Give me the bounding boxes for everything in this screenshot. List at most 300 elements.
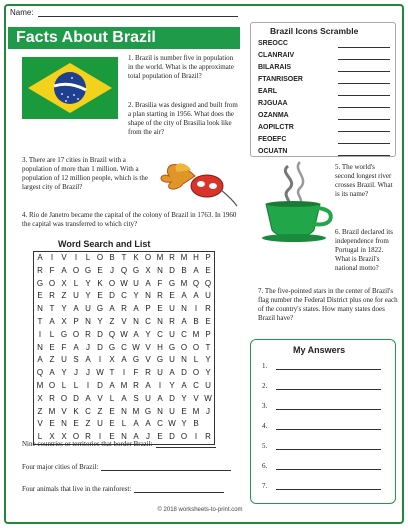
word-search-cell[interactable]: A	[133, 329, 139, 339]
list-question-label: Four animals that live in the rainforest:	[22, 485, 132, 493]
word-search-cell[interactable]: F	[61, 342, 67, 352]
word-search-cell[interactable]: I	[74, 253, 78, 262]
word-search-cell[interactable]: V	[121, 316, 127, 326]
word-search-cell[interactable]: U	[205, 380, 211, 390]
word-search-cell[interactable]: J	[206, 406, 210, 416]
word-search-cell[interactable]: I	[86, 380, 90, 390]
word-search-cell[interactable]: B	[109, 253, 115, 262]
scramble-blank[interactable]	[338, 131, 390, 132]
word-search-cell[interactable]: N	[61, 419, 67, 429]
word-search-cell[interactable]: T	[49, 304, 55, 314]
word-search-row	[34, 252, 214, 265]
word-search-cell[interactable]: O	[72, 265, 80, 275]
word-search-cell[interactable]: R	[49, 393, 55, 403]
fact-3: 3. There are 17 cities in Brazil with a population of more than 1 million. With a population of 12 million people, which is the largest city of Brazil?	[22, 156, 148, 191]
word-search-row	[34, 406, 214, 419]
word-search-cell[interactable]: N	[181, 355, 187, 365]
word-search-cell[interactable]: I	[194, 304, 198, 314]
word-search-cell[interactable]: A	[133, 304, 139, 314]
scramble-word: FTANRISOER	[258, 76, 303, 83]
word-search-row	[34, 418, 214, 431]
answers-panel	[250, 339, 396, 504]
word-search-cell[interactable]: R	[49, 291, 55, 301]
word-search-cell[interactable]: A	[157, 393, 163, 403]
word-search-cell[interactable]: D	[169, 265, 175, 275]
word-search-cell[interactable]: G	[168, 278, 176, 288]
word-search-cell[interactable]: P	[205, 253, 211, 262]
word-search-cell[interactable]: W	[204, 393, 212, 403]
scramble-title: Brazil Icons Scramble	[270, 26, 359, 36]
word-search-cell[interactable]: E	[157, 432, 163, 442]
word-search-cell[interactable]: E	[73, 419, 79, 429]
word-search-cell[interactable]: Y	[169, 380, 175, 390]
scramble-word: SREOCC	[258, 40, 288, 47]
word-search-cell[interactable]: W	[120, 329, 128, 339]
word-search-row	[34, 290, 214, 303]
word-search-cell[interactable]: B	[193, 316, 199, 326]
scramble-word: AOPILCTR	[258, 124, 294, 131]
fact-5: 5. The world's second longest river crosses Brazil. What is its name?	[335, 163, 393, 198]
word-search-cell[interactable]: Q	[204, 278, 212, 288]
word-search-row	[34, 367, 214, 380]
word-search-cell[interactable]: G	[156, 355, 164, 365]
word-search-cell[interactable]: N	[133, 316, 139, 326]
scramble-word: BILARAIS	[258, 64, 292, 71]
word-search-cell[interactable]: I	[38, 329, 42, 339]
word-search-cell[interactable]: P	[205, 329, 211, 339]
word-search-cell[interactable]: L	[73, 380, 79, 390]
word-search-cell[interactable]: U	[169, 406, 175, 416]
word-search-cell[interactable]: Y	[85, 291, 91, 301]
word-search-cell[interactable]: E	[169, 291, 175, 301]
answer-blank[interactable]	[276, 369, 381, 370]
word-search-cell[interactable]: U	[85, 304, 91, 314]
scramble-word: EARL	[258, 88, 278, 95]
word-search-cell[interactable]: I	[98, 355, 102, 365]
word-search-cell[interactable]: U	[73, 291, 79, 301]
word-search-cell[interactable]: M	[192, 406, 200, 416]
name-label: Name:	[10, 8, 34, 17]
word-search-cell[interactable]: M	[48, 406, 56, 416]
word-search-cell[interactable]: R	[121, 304, 127, 314]
fact-7: 7. The five-pointed stars in the center of Brazil's flag number the Federal District plus one for each of the country's states. How many states does Brazil have?	[258, 287, 398, 322]
word-search-cell[interactable]: D	[169, 432, 175, 442]
answer-blank[interactable]	[156, 441, 216, 448]
word-search-cell[interactable]: C	[181, 329, 187, 339]
word-search-cell[interactable]: V	[97, 393, 103, 403]
word-search-cell[interactable]: Y	[181, 419, 187, 429]
word-search-cell[interactable]: T	[37, 316, 43, 326]
word-search-cell[interactable]: V	[61, 406, 67, 416]
word-search-cell[interactable]: Y	[61, 304, 67, 314]
word-search-cell[interactable]: V	[145, 342, 151, 352]
word-search-cell[interactable]: V	[193, 393, 199, 403]
word-search-cell[interactable]: I	[194, 432, 198, 442]
answer-blank[interactable]	[134, 486, 224, 493]
word-search-cell[interactable]: K	[73, 406, 79, 416]
word-search-cell[interactable]: U	[157, 368, 163, 378]
answers-title: My Answers	[293, 345, 346, 355]
scramble-word: FEOEFC	[258, 136, 287, 143]
word-search-cell[interactable]: A	[145, 278, 151, 288]
word-search-grid[interactable]	[33, 251, 215, 445]
word-search-cell[interactable]: G	[36, 278, 44, 288]
word-search-cell[interactable]: S	[133, 393, 139, 403]
word-search-row	[34, 265, 214, 278]
word-search-cell[interactable]: R	[169, 253, 175, 262]
word-search-cell[interactable]: A	[121, 355, 127, 365]
word-search-cell[interactable]: J	[74, 368, 78, 378]
coffee-cup-image	[258, 160, 336, 242]
scramble-blank[interactable]	[338, 95, 390, 96]
word-search-cell[interactable]: D	[97, 329, 103, 339]
word-search-cell[interactable]: U	[169, 329, 175, 339]
word-search-cell[interactable]: N	[157, 265, 163, 275]
word-search-cell[interactable]: G	[144, 406, 152, 416]
word-search-cell[interactable]: D	[181, 368, 187, 378]
word-search-cell[interactable]: F	[133, 368, 139, 378]
word-search-cell[interactable]: Z	[85, 419, 91, 429]
answer-blank[interactable]	[276, 489, 381, 490]
word-search-cell[interactable]: L	[61, 380, 67, 390]
word-search-cell[interactable]: A	[133, 432, 139, 442]
word-search-row	[34, 303, 214, 316]
word-search-cell[interactable]: U	[133, 278, 139, 288]
word-search-cell[interactable]: D	[73, 393, 79, 403]
word-search-cell[interactable]: Z	[61, 291, 67, 301]
word-search-cell[interactable]: X	[61, 316, 67, 326]
word-search-cell[interactable]: G	[108, 342, 116, 352]
answer-number: 4.	[262, 422, 268, 430]
word-search-cell[interactable]: U	[61, 355, 67, 365]
word-search-row	[34, 329, 214, 342]
word-search-row	[34, 393, 214, 406]
word-search-cell[interactable]: Y	[181, 393, 187, 403]
word-search-row	[34, 278, 214, 291]
word-search-cell[interactable]: E	[157, 304, 163, 314]
word-search-cell[interactable]: O	[108, 278, 116, 288]
word-search-cell[interactable]: E	[37, 291, 43, 301]
word-search-cell[interactable]: A	[109, 380, 115, 390]
word-search-cell[interactable]: C	[157, 329, 163, 339]
word-search-cell[interactable]: C	[85, 406, 91, 416]
answer-blank[interactable]	[276, 389, 381, 390]
scramble-blank[interactable]	[338, 83, 390, 84]
answer-number: 1.	[262, 362, 268, 370]
word-search-cell[interactable]: X	[61, 432, 67, 442]
word-search-cell[interactable]: O	[180, 342, 188, 352]
word-search-cell[interactable]: B	[181, 265, 187, 275]
word-search-cell[interactable]: B	[193, 419, 199, 429]
word-search-cell[interactable]: V	[37, 419, 43, 429]
word-search-cell[interactable]: O	[180, 432, 188, 442]
word-search-cell[interactable]: O	[192, 368, 200, 378]
word-search-cell[interactable]: T	[109, 368, 115, 378]
word-search-cell[interactable]: A	[85, 355, 91, 365]
answer-blank[interactable]	[101, 464, 231, 471]
word-search-cell[interactable]: A	[121, 393, 127, 403]
word-search-cell[interactable]: U	[169, 304, 175, 314]
scramble-word: OZANMA	[258, 112, 289, 119]
word-search-cell[interactable]: E	[205, 265, 211, 275]
word-search-cell[interactable]: H	[157, 342, 163, 352]
word-search-cell[interactable]: X	[61, 278, 67, 288]
word-search-cell[interactable]: Y	[205, 355, 211, 365]
word-search-cell[interactable]: E	[97, 291, 103, 301]
word-search-cell[interactable]: N	[85, 316, 91, 326]
word-search-cell[interactable]: W	[168, 419, 176, 429]
word-search-cell[interactable]: A	[169, 368, 175, 378]
word-search-cell[interactable]: N	[121, 406, 127, 416]
word-search-cell[interactable]: O	[48, 380, 56, 390]
word-search-cell[interactable]: Q	[120, 265, 128, 275]
scramble-blank[interactable]	[338, 71, 390, 72]
word-search-cell[interactable]: C	[145, 316, 151, 326]
word-search-cell[interactable]: I	[158, 380, 162, 390]
word-search-cell[interactable]: N	[121, 432, 127, 442]
word-search-cell[interactable]: U	[145, 393, 151, 403]
scramble-word: OCUATN	[258, 148, 288, 155]
word-search-cell[interactable]: A	[145, 419, 151, 429]
word-search-cell[interactable]: Y	[145, 329, 151, 339]
word-search-cell[interactable]: A	[73, 304, 79, 314]
word-search-cell[interactable]: N	[145, 291, 151, 301]
answer-blank[interactable]	[276, 469, 381, 470]
answer-number: 5.	[262, 442, 268, 450]
word-search-cell[interactable]: F	[157, 278, 163, 288]
word-search-cell[interactable]: D	[109, 291, 115, 301]
word-search-cell[interactable]: Q	[36, 368, 44, 378]
word-search-cell[interactable]: Q	[108, 329, 116, 339]
word-search-cell[interactable]: N	[37, 304, 43, 314]
word-search-cell[interactable]: Y	[133, 291, 139, 301]
word-search-cell[interactable]: M	[180, 278, 188, 288]
scramble-blank[interactable]	[338, 107, 390, 108]
answer-blank[interactable]	[276, 449, 381, 450]
word-search-cell[interactable]: E	[109, 432, 115, 442]
fact-1: 1. Brazil is number five in population in the world. What is the approximate total population of Brazil?	[128, 54, 234, 80]
word-search-cell[interactable]: L	[121, 419, 127, 429]
word-search-cell[interactable]: X	[37, 393, 43, 403]
word-search-cell[interactable]: N	[157, 406, 163, 416]
word-search-cell[interactable]: K	[97, 278, 103, 288]
answer-number: 2.	[262, 382, 268, 390]
word-search-row	[34, 354, 214, 367]
word-search-cell[interactable]: E	[109, 406, 115, 416]
word-search-cell[interactable]: A	[133, 419, 139, 429]
word-search-cell[interactable]: L	[85, 253, 91, 262]
scramble-blank[interactable]	[338, 143, 390, 144]
word-search-cell[interactable]: A	[49, 368, 55, 378]
word-search-cell[interactable]: A	[37, 355, 43, 365]
list-question-label: Four major cities of Brazil:	[22, 463, 99, 471]
copyright-footer: © 2018 worksheets-to-print.com	[157, 507, 243, 513]
answer-number: 7.	[262, 482, 268, 490]
scramble-blank[interactable]	[338, 155, 390, 156]
word-search-cell[interactable]: V	[61, 253, 67, 262]
word-search-cell[interactable]: X	[109, 355, 115, 365]
word-search-cell[interactable]: H	[193, 253, 199, 262]
word-search-cell[interactable]: A	[49, 316, 55, 326]
scramble-blank[interactable]	[338, 59, 390, 60]
answer-blank[interactable]	[276, 429, 381, 430]
word-search-cell[interactable]: M	[36, 380, 44, 390]
word-search-cell[interactable]: M	[120, 380, 128, 390]
word-search-cell[interactable]: O	[72, 329, 80, 339]
word-search-cell[interactable]: D	[97, 342, 103, 352]
word-search-cell[interactable]: L	[37, 432, 43, 442]
word-search-cell[interactable]: R	[205, 432, 211, 442]
word-search-cell[interactable]: K	[133, 253, 139, 262]
word-search-cell[interactable]: I	[98, 432, 102, 442]
word-search-cell[interactable]: Y	[61, 368, 67, 378]
word-search-cell[interactable]: M	[180, 253, 188, 262]
word-search-cell[interactable]: A	[181, 380, 187, 390]
scramble-word: CLANRAIV	[258, 52, 295, 59]
word-search-cell[interactable]: T	[205, 342, 211, 352]
word-search-row	[34, 316, 214, 329]
word-search-cell[interactable]: A	[145, 380, 151, 390]
word-search-cell[interactable]: E	[109, 419, 115, 429]
word-search-cell[interactable]: J	[86, 368, 90, 378]
word-search-cell[interactable]: L	[73, 278, 79, 288]
word-search-cell[interactable]: Q	[192, 278, 200, 288]
word-search-cell[interactable]: A	[109, 304, 115, 314]
fact-2: 2. Brasilia was designed and built from a plan starting in 1956. What does the shape of the city of Brasilia look like from the air?	[128, 101, 238, 136]
word-search-cell[interactable]: C	[121, 342, 127, 352]
word-search-cell[interactable]: G	[96, 304, 104, 314]
name-field[interactable]	[10, 8, 238, 17]
word-search-row	[34, 380, 214, 393]
word-search-cell[interactable]: A	[85, 393, 91, 403]
word-search-cell[interactable]: W	[132, 342, 140, 352]
word-search-cell[interactable]: N	[157, 316, 163, 326]
word-search-cell[interactable]: R	[133, 380, 139, 390]
word-search-cell[interactable]: E	[49, 342, 55, 352]
word-search-cell[interactable]: A	[37, 253, 43, 262]
word-search-cell[interactable]: M	[156, 253, 164, 262]
word-search-cell[interactable]: N	[37, 342, 43, 352]
word-search-cell[interactable]: M	[192, 329, 200, 339]
fact-4: 4. Rio de Janetro became the capital of the colony of Brazil in 1763. In 1960 the capital was transferred to which city?	[22, 211, 237, 228]
word-search-cell[interactable]: Z	[109, 316, 115, 326]
word-search-cell[interactable]: U	[97, 419, 103, 429]
word-search-cell[interactable]: A	[193, 291, 199, 301]
word-search-cell[interactable]: R	[169, 316, 175, 326]
word-search-cell[interactable]: R	[145, 368, 151, 378]
word-search-cell[interactable]: E	[205, 316, 211, 326]
word-search-cell[interactable]: M	[132, 406, 140, 416]
word-search-cell[interactable]: E	[49, 419, 55, 429]
word-search-cell[interactable]: G	[132, 355, 140, 365]
word-search-cell[interactable]: E	[97, 265, 103, 275]
word-search-cell[interactable]: C	[157, 419, 163, 429]
word-search-cell[interactable]: Z	[97, 406, 103, 416]
word-search-cell[interactable]: P	[145, 304, 151, 314]
word-search-cell[interactable]: R	[205, 304, 211, 314]
word-search-cell[interactable]: N	[181, 304, 187, 314]
word-search-cell[interactable]: G	[132, 265, 140, 275]
word-search-cell[interactable]: R	[85, 329, 91, 339]
word-search-cell[interactable]: L	[109, 393, 115, 403]
word-search-cell[interactable]	[202, 418, 214, 431]
scramble-blank[interactable]	[338, 119, 390, 120]
word-search-cell[interactable]: J	[86, 342, 90, 352]
word-search-cell[interactable]: A	[181, 291, 187, 301]
answer-blank[interactable]	[276, 409, 381, 410]
answer-number: 6.	[262, 462, 268, 470]
word-search-cell[interactable]: F	[49, 265, 55, 275]
word-search-cell[interactable]: O	[144, 253, 152, 262]
page-title: Facts About Brazil	[8, 27, 240, 49]
word-search-cell[interactable]: G	[168, 342, 176, 352]
word-search-title: Word Search and List	[58, 239, 151, 249]
list-question-2	[22, 463, 262, 471]
word-search-cell[interactable]: U	[169, 355, 175, 365]
word-search-cell[interactable]: R	[37, 265, 43, 275]
word-search-cell[interactable]: A	[61, 265, 67, 275]
word-search-cell[interactable]: L	[193, 355, 199, 365]
word-search-cell[interactable]: O	[60, 393, 68, 403]
word-search-cell[interactable]: A	[193, 265, 199, 275]
word-search-cell[interactable]: C	[121, 291, 127, 301]
name-blank[interactable]	[38, 9, 238, 17]
word-search-cell[interactable]: G	[84, 265, 92, 275]
scramble-blank[interactable]	[338, 47, 390, 48]
word-search-cell[interactable]: Z	[49, 355, 55, 365]
word-search-cell[interactable]: R	[85, 432, 91, 442]
word-search-cell[interactable]: W	[120, 278, 128, 288]
word-search-cell[interactable]: V	[145, 355, 151, 365]
word-search-cell[interactable]: C	[193, 380, 199, 390]
word-search-cell[interactable]: J	[110, 265, 114, 275]
word-search-cell[interactable]: S	[73, 355, 79, 365]
word-search-cell[interactable]: O	[72, 432, 80, 442]
word-search-cell[interactable]: A	[73, 342, 79, 352]
word-search-cell[interactable]: X	[145, 265, 151, 275]
word-search-cell[interactable]: D	[169, 393, 175, 403]
word-search-cell[interactable]: O	[192, 342, 200, 352]
word-search-cell[interactable]: O	[96, 253, 104, 262]
word-search-cell[interactable]: E	[181, 406, 187, 416]
carnival-mask-image	[155, 158, 240, 208]
fact-6: 6. Brazil declared its independence from Portugal in 1822. What is Brazil's national motto?	[335, 228, 393, 272]
answer-number: 3.	[262, 402, 268, 410]
word-search-cell[interactable]: A	[181, 316, 187, 326]
word-search-cell[interactable]: I	[50, 253, 54, 262]
word-search-cell[interactable]: I	[122, 368, 126, 378]
word-search-cell[interactable]: U	[205, 291, 211, 301]
word-search-cell[interactable]: R	[157, 291, 163, 301]
word-search-cell[interactable]: T	[121, 253, 127, 262]
list-question-label: Nine countries or territories that border Brazil:	[22, 440, 153, 448]
word-search-cell[interactable]: J	[146, 432, 150, 442]
word-search-cell[interactable]: L	[49, 329, 55, 339]
word-search-cell[interactable]: P	[73, 316, 79, 326]
word-search-cell[interactable]: Y	[97, 316, 103, 326]
word-search-cell[interactable]: Y	[85, 278, 91, 288]
word-search-cell[interactable]: X	[49, 432, 55, 442]
word-search-cell[interactable]: O	[48, 278, 56, 288]
word-search-cell[interactable]: Y	[205, 368, 211, 378]
word-search-row	[34, 342, 214, 355]
list-question-1	[22, 440, 262, 448]
word-search-cell[interactable]: W	[96, 368, 104, 378]
word-search-cell[interactable]: D	[97, 380, 103, 390]
word-search-cell[interactable]: Z	[37, 406, 43, 416]
list-question-3	[22, 485, 262, 493]
word-search-cell[interactable]: G	[60, 329, 68, 339]
